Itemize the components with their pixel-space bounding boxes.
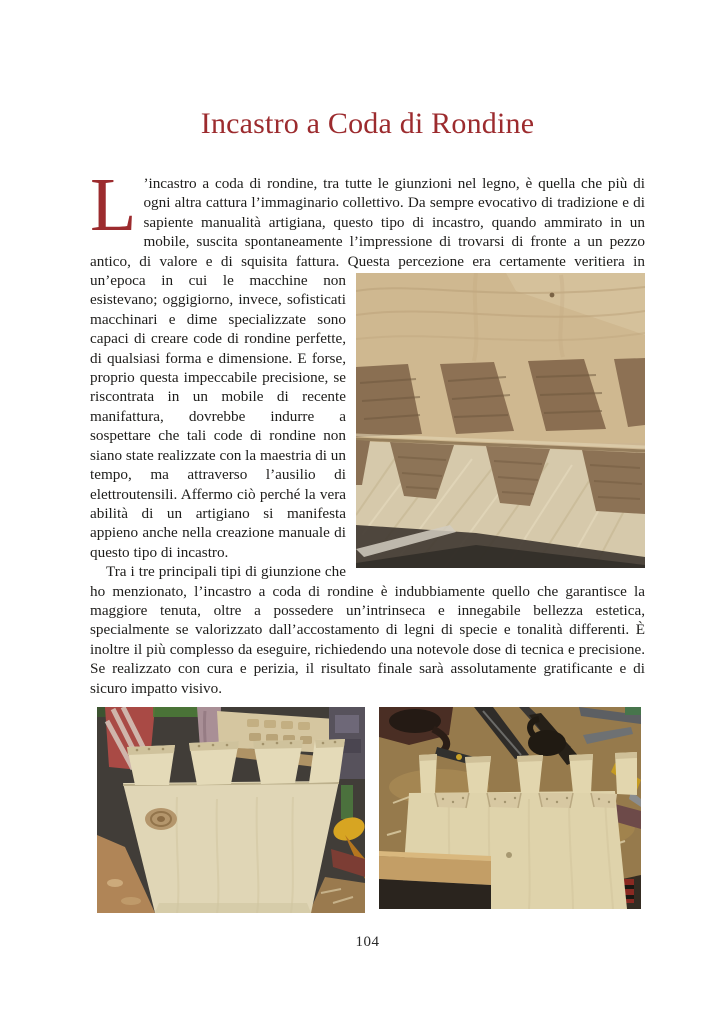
drop-cap: L (90, 163, 137, 247)
photo-pin-board-workbench-image (379, 707, 641, 909)
paragraph-1-text-b: percezione era certamente veritiera in un’epoca in cui le macchine non esistevano; oggigiorno, invece, sofisticati macchinari e dime specializzate sono capaci di creare code di rondine perfette, di qualsiasi forma e dimensione. E forse, proprio questa impeccabile precisione, se riscontrata in un mobile di recente manifattura, dovrebbe indurre a sospettare che tali code di rondine non siano state realizzate con la maestria di un tempo, ma attraverso l’ausilio di elettroutensili. Affermo ciò perché la vera abilità di un artigiano si manifesta appieno anche nella creazione manuale di questo tipo di incastro. (90, 252, 645, 561)
photo-tail-board-workshop-image (97, 707, 365, 913)
photo-tail-board-workshop (97, 707, 365, 913)
page-number: 104 (355, 933, 380, 950)
page-title: Incastro a Coda di Rondine (200, 107, 535, 140)
paragraph-2: Tra i tre principali tipi di giunzione che ho menzionato, l’incastro a coda di rondine è indubbiamente quello che garantisce la maggiore tenuta, oltre a possedere un’intrinseca e innegabile bellezza estetica, specialmente se valorizzato dall’accostamento di legni di specie e tonalità differenti. È inoltre il più complesso da eseguire, richiedendo una notevole dose di tecnica e precisione. Se realizzato con cura e perizia, il risultato finale sarà assolutamente gratificante e di sicuro impatto visivo. (90, 563, 645, 697)
photo-pin-board-workbench (379, 707, 641, 909)
photo-dovetail-closeup (356, 273, 645, 568)
paragraph-1 (90, 163, 645, 562)
photo-dovetail-closeup-image (356, 273, 645, 568)
photo-row (90, 707, 645, 913)
paragraph-1-text-a: ’incastro a coda di rondine, tra tutte le giunzioni nel legno, è quella che più di ogni altra cattura l’immaginario collettivo. Da sempre evocativo di tradizione e di sapiente manualità artigiana, questo tipo di incastro, quando ammirato in un mobile, suscita spontaneamente l’impressione di trovarsi di fronte a un pezzo antico, di valore e di squisita fattura. Questa (90, 175, 645, 270)
article-body (90, 163, 645, 951)
